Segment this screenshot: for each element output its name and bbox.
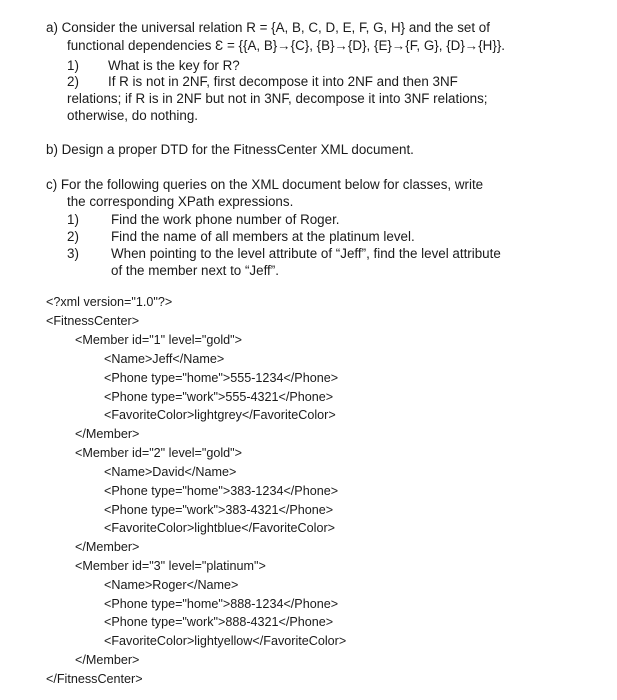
xml-line: <Member id="1" level="gold"> <box>75 333 243 347</box>
xml-line: <Member id="2" level="gold"> <box>75 446 243 460</box>
xml-line: <Phone type="home">555-1234</Phone> <box>104 371 339 385</box>
question-a-item2-number: 2) <box>67 74 79 89</box>
question-c-item2-number: 2) <box>67 229 79 244</box>
xml-line: <Name>Jeff</Name> <box>104 352 225 366</box>
question-c-item3-cont: of the member next to “Jeff”. <box>111 263 279 278</box>
xml-line: <FitnessCenter> <box>46 314 140 328</box>
xml-line: </Member> <box>75 653 140 667</box>
xml-line: </FitnessCenter> <box>46 672 143 686</box>
question-c-line2: the corresponding XPath expressions. <box>67 194 294 209</box>
xml-line: </Member> <box>75 540 140 554</box>
question-a-line2: functional dependencies Ɛ = {{A, B}→{C}, {B}→{D}, {E}→{F, G}, {D}→{H}}. <box>67 38 506 53</box>
question-c-item1-number: 1) <box>67 212 79 227</box>
xml-line: <FavoriteColor>lightblue</FavoriteColor> <box>104 521 336 535</box>
question-c-line1: c) For the following queries on the XML document below for classes, write <box>46 177 484 192</box>
xml-line: <Name>David</Name> <box>104 465 237 479</box>
question-a-item2-text: If R is not in 2NF, first decompose it into 2NF and then 3NF <box>108 74 458 89</box>
xml-line: <Phone type="work">383-4321</Phone> <box>104 503 334 517</box>
xml-line: <?xml version="1.0"?> <box>46 295 173 309</box>
xml-line: <Name>Roger</Name> <box>104 578 239 592</box>
xml-line: <Phone type="work">555-4321</Phone> <box>104 390 334 404</box>
xml-line: <Phone type="work">888-4321</Phone> <box>104 615 334 629</box>
question-a-item1-number: 1) <box>67 58 79 73</box>
xml-line: </Member> <box>75 427 140 441</box>
question-c-item3-number: 3) <box>67 246 79 261</box>
xml-line: <FavoriteColor>lightgrey</FavoriteColor> <box>104 408 336 422</box>
question-c-item3-text: When pointing to the level attribute of “Jeff”, find the level attribute <box>111 246 501 261</box>
xml-line: <Member id="3" level="platinum"> <box>75 559 266 573</box>
question-a-cont2: otherwise, do nothing. <box>67 108 199 123</box>
question-a-cont1: relations; if R is in 2NF but not in 3NF, decompose it into 3NF relations; <box>67 91 488 106</box>
question-c-item1-text: Find the work phone number of Roger. <box>111 212 340 227</box>
question-b-line1: b) Design a proper DTD for the FitnessCenter XML document. <box>46 142 414 157</box>
question-a-item1-text: What is the key for R? <box>108 58 240 73</box>
xml-line: <Phone type="home">383-1234</Phone> <box>104 484 339 498</box>
question-c-item2-text: Find the name of all members at the platinum level. <box>111 229 415 244</box>
xml-line: <FavoriteColor>lightyellow</FavoriteColor> <box>104 634 347 648</box>
question-a-line1: a) Consider the universal relation R = {A, B, C, D, E, F, G, H} and the set of <box>46 20 490 35</box>
xml-line: <Phone type="home">888-1234</Phone> <box>104 597 339 611</box>
